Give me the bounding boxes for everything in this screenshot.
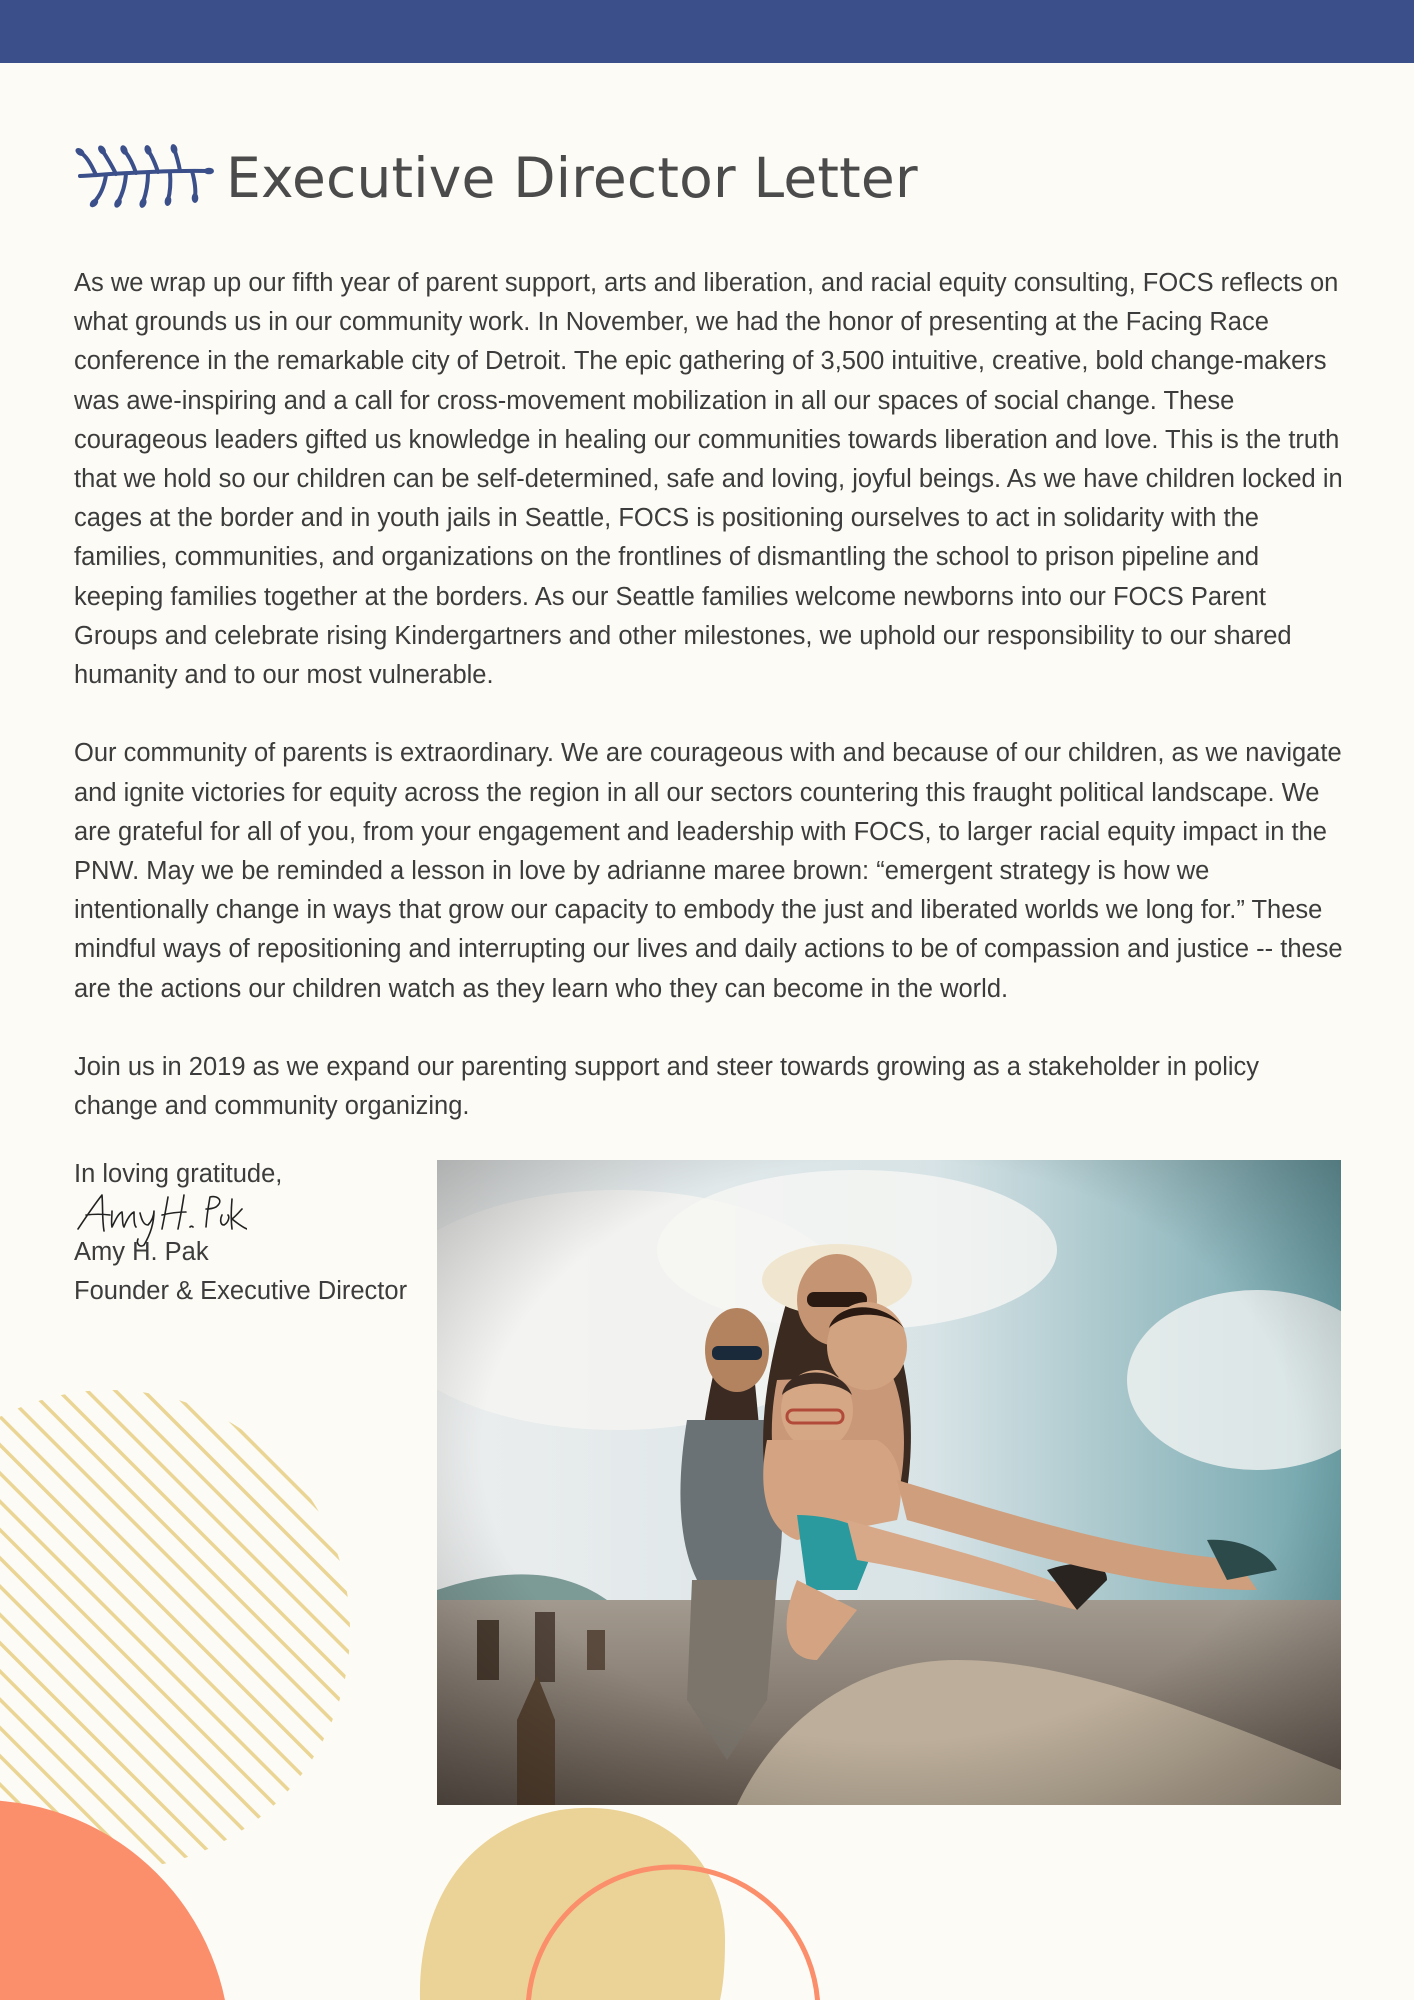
letter-paragraph: Our community of parents is extraordinary. We are courageous with and because of our children, as we navigate and ignite victories for equity across the region in all our sectors countering this fraught political landscape. We are grateful for all of you, from your engagement and leadership with FOCS, to larger racial equity impact in the PNW. May we be reminded a lesson in love by adrianne maree brown: “emergent strategy is how we intentionally change in ways that grow our capacity to embody the just and liberated worlds we long for.” These mindful ways of repositioning and interrupting our lives and daily actions to be of compassion and justice -- these are the actions our children watch as they learn who they can become in the world. <box>74 739 1343 1003</box>
handwritten-signature <box>72 1187 247 1249</box>
signer-role: Founder & Executive Director <box>74 1277 408 1306</box>
page-title: Executive Director Letter <box>226 146 918 210</box>
letter-paragraph: As we wrap up our fifth year of parent support, arts and liberation, and racial equity consulting, FOCS reflects on what grounds us in our community work. In November, we had the honor of presenting at the Facing Race conference in the remarkable city of Detroit. The epic gathering of 3,500 intuitive, creative, bold change-makers was awe-inspiring and a call for cross-movement mobilization in all our spaces of social change. These courageous leaders gifted us knowledge in healing our communities towards liberation and love. This is the truth that we hold so our children can be self-determined, safe and loving, joyful beings. As we have children locked in cages at the border and in youth jails in Seattle, FOCS is positioning ourselves to act in solidarity with the families, communities, and organizations on the frontlines of dismantling the school to prison pipeline and keeping families together at the borders. As our Seattle families welcome newborns into our FOCS Parent Groups and celebrate rising Kindergartners and other milestones, we uphold our responsibility to our shared humanity and to our most vulnerable. <box>74 269 1343 690</box>
family-photo <box>437 1160 1341 1805</box>
letter-paragraph: Join us in 2019 as we expand our parenting support and steer towards growing as a stakeholder in policy change and community organizing. <box>74 1053 1260 1121</box>
leaf-branch-icon <box>74 140 214 216</box>
family-beach-image <box>437 1160 1341 1805</box>
striped-circle-decoration <box>0 1390 350 1870</box>
signoff-block <box>74 1155 434 1312</box>
letter-body <box>74 264 1344 1166</box>
signer-name: Amy H. Pak <box>74 1238 209 1267</box>
closing-line: In loving gratitude, <box>74 1160 283 1188</box>
page-header <box>74 138 918 218</box>
mustard-blob-decoration <box>420 1808 725 2000</box>
